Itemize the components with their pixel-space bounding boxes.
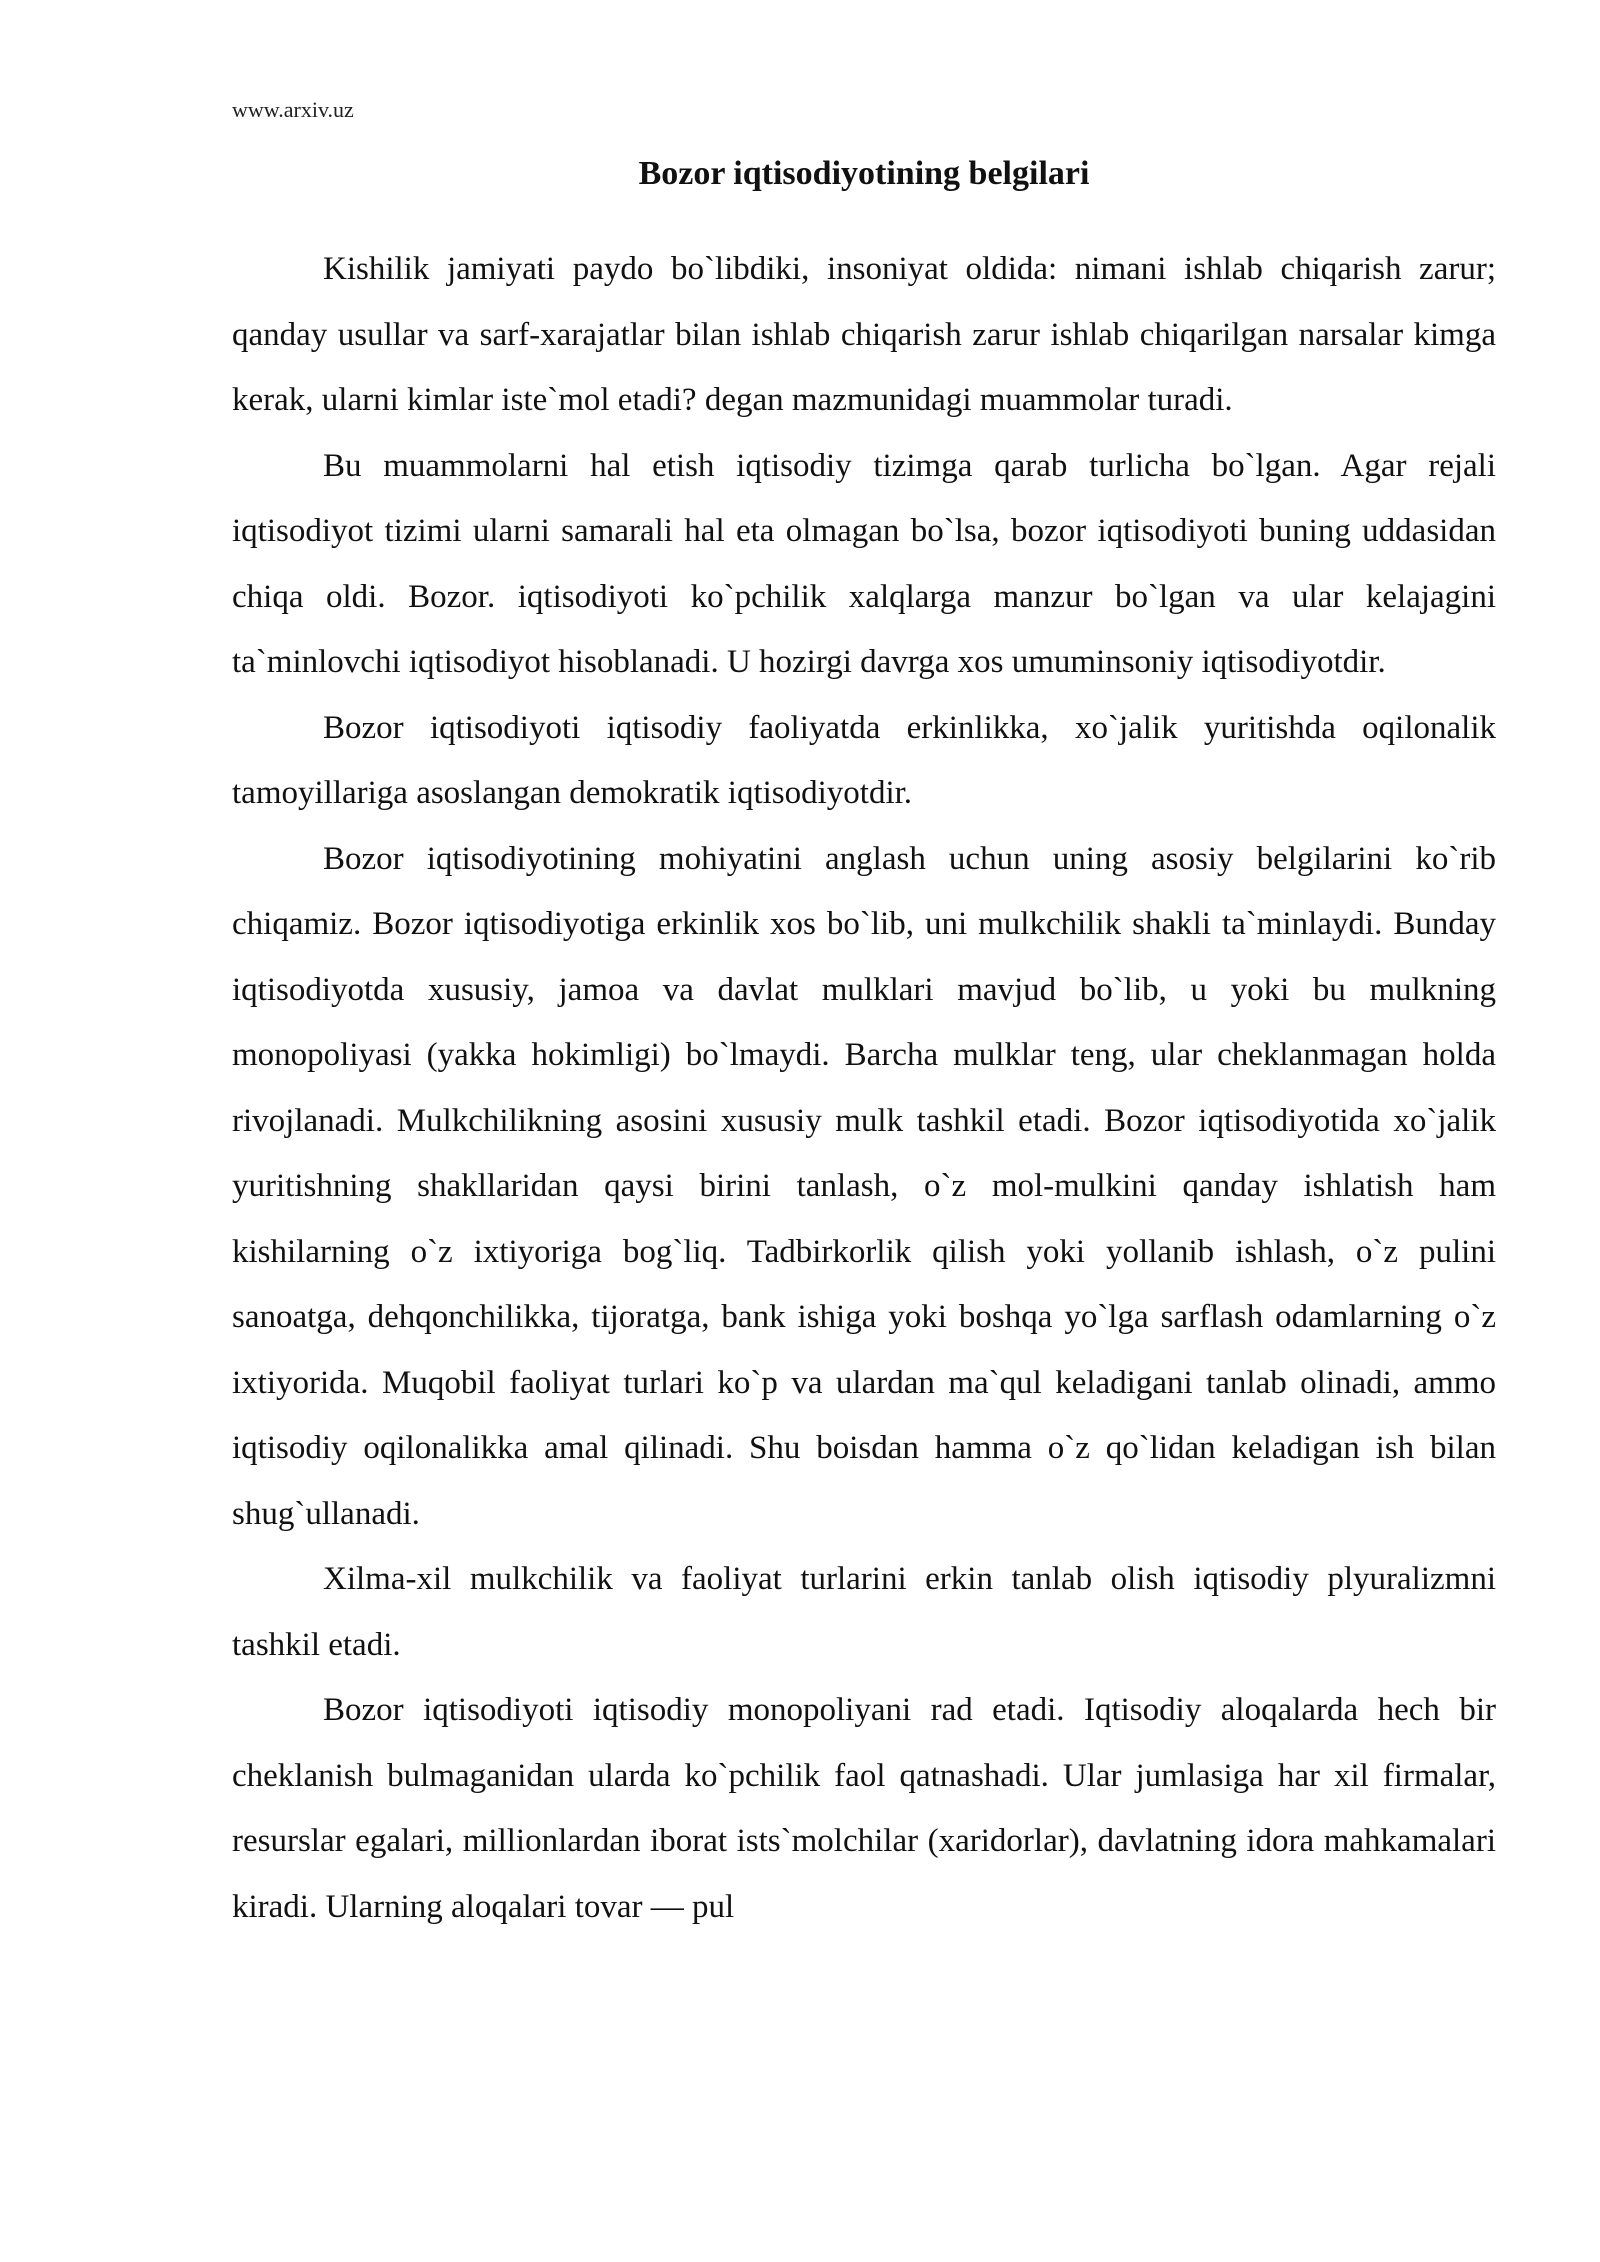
paragraph: Kishilik jamiyati paydo bo`libdiki, insoniyat oldida: nimani ishlab chiqarish zarur; qanday usullar va sarf-xarajatlar bilan ishlab chiqarish zarur ishlab chiqarilgan narsalar kimga kerak, ularni kimlar iste`mol etadi? degan mazmunidagi muammolar turadi. <box>232 251 1496 418</box>
paragraph: Bozor iqtisodiyoti iqtisodiy faoliyatda erkinlikka, xo`jalik yuritishda oqilonalik tamoyillariga asoslangan demokratik iqtisodiyotdir. <box>232 709 1496 811</box>
document-body <box>232 237 1496 1940</box>
paragraph: Bozor iqtisodiyoti iqtisodiy monopoliyani rad etadi. Iqtisodiy aloqalarda hech bir cheklanish bulmaganidan ularda ko`pchilik faol qatnashadi. Ular jumlasiga har xil firmalar, resurslar egalari, millionlardan iborat ists`molchilar (xaridorlar), davlatning idora mahkamalari kiradi. Ularning aloqalari tovar — pul <box>232 1692 1496 1925</box>
paragraph: Bu muammolarni hal etish iqtisodiy tizimga qarab turlicha bo`lgan. Agar rejali iqtisodiyot tizimi ularni samarali hal eta olmagan bo`lsa, bozor iqtisodiyoti buning uddasidan chiqa oldi. Bozor. iqtisodiyoti ko`pchilik xalqlarga manzur bo`lgan va ular kelajagini ta`minlovchi iqtisodiyot hisoblanadi. U hozirgi davrga xos umuminsoniy iqtisodiyotdir. <box>232 447 1496 680</box>
paragraph: Xilma-xil mulkchilik va faoliyat turlarini erkin tanlab olish iqtisodiy plyuralizmni tashkil etadi. <box>232 1561 1496 1663</box>
paragraph: Bozor iqtisodiyotining mohiyatini anglash uchun uning asosiy belgilarini ko`rib chiqamiz. Bozor iqtisodiyotiga erkinlik xos bo`lib, uni mulkchilik shakli ta`minlaydi. Bunday iqtisodiyotda xususiy, jamoa va davlat mulklari mavjud bo`lib, u yoki bu mulkning monopoliyasi (yakka hokimligi) bo`lmaydi. Barcha mulklar teng, ular cheklanmagan holda rivojlanadi. Mulkchilikning asosini xususiy mulk tashkil etadi. Bozor iqtisodiyotida xo`jalik yuritishning shakllaridan qaysi birini tanlash, o`z mol-mulkini qanday ishlatish ham kishilarning o`z ixtiyoriga bog`liq. Tadbirkorlik qilish yoki yollanib ishlash, o`z pulini sanoatga, dehqonchilikka, tijoratga, bank ishiga yoki boshqa yo`lga sarflash odamlarning o`z ixtiyorida. Muqobil faoliyat turlari ko`p va ulardan ma`qul keladigani tanlab olinadi, ammo iqtisodiy oqilonalikka amal qilinadi. Shu boisdan hamma o`z qo`lidan keladigan ish bilan shug`ullanadi. <box>232 840 1496 1532</box>
page-title: Bozor iqtisodiyotining belgilari <box>638 155 1090 192</box>
site-url: www.arxiv.uz <box>232 97 354 122</box>
